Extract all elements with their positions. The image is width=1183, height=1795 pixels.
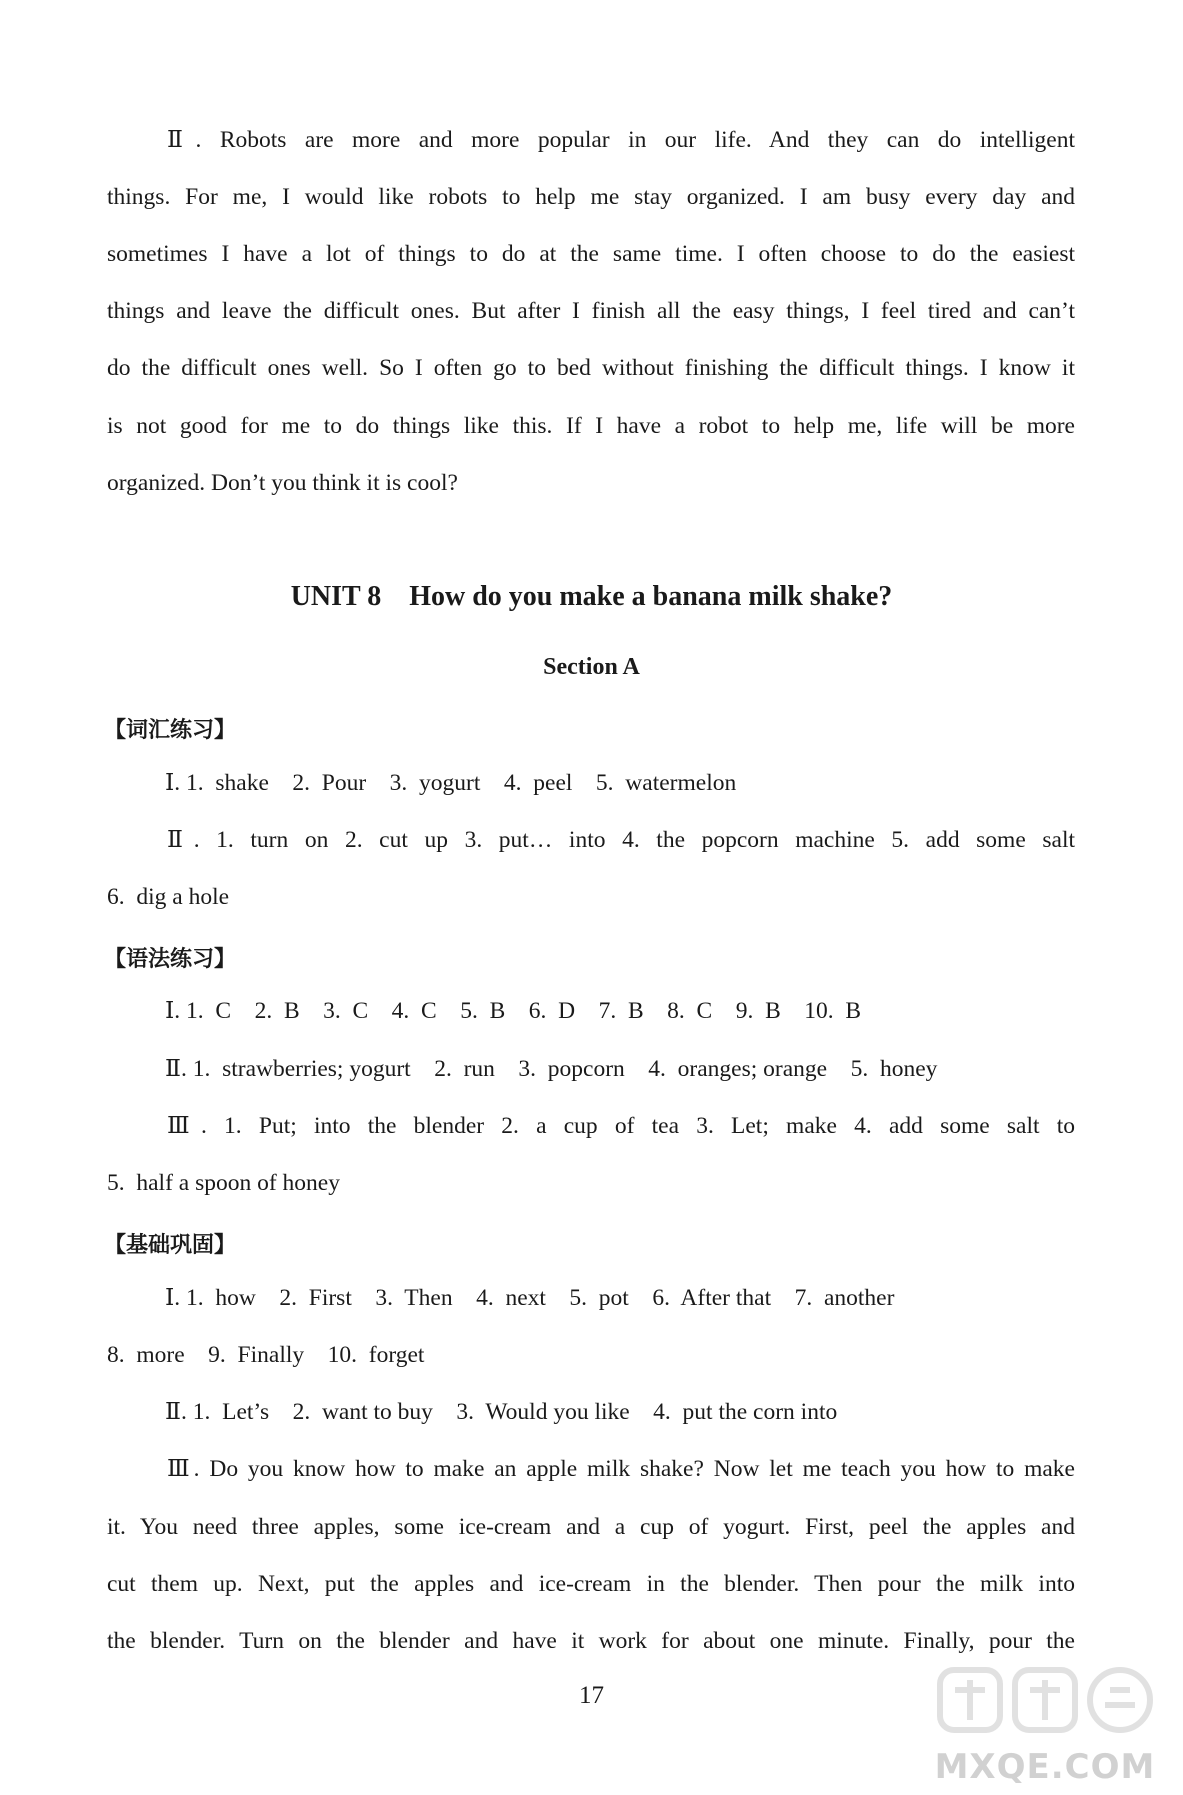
unit-title: UNIT 8 How do you make a banana milk shake? — [290, 581, 893, 612]
basics-answers-3: Ⅱ. 1. Let’s 2. want to buy 3. Would you like 4. put the corn into — [165, 1399, 838, 1425]
grammar-answers-3: Ⅲ. 1. Put; into the blender 2. a cup of tea 3. Let; make 4. add some salt to — [167, 1113, 1075, 1139]
answer-site-logo-icon — [920, 1660, 1170, 1790]
milkshake-paragraph-line: the blender. Turn on the blender and have it work for about one minute. Finally, pour the — [107, 1628, 1075, 1654]
robot-paragraph-line: do the difficult ones well. So I often go to bed without finishing the difficult things. I know it — [107, 355, 1075, 381]
robot-paragraph-line: Ⅱ. Robots are more and more popular in our life. And they can do intelligent — [167, 127, 1075, 153]
grammar-header: 【语法练习】 — [104, 947, 237, 972]
grammar-answers-1: Ⅰ. 1. C 2. B 3. C 4. C 5. B 6. D 7. B 8. C 9. B 10. B — [165, 998, 862, 1024]
milkshake-paragraph-line: it. You need three apples, some ice-cream and a cup of yogurt. First, peel the apples and — [107, 1514, 1075, 1540]
vocab-answers-1: Ⅰ. 1. shake 2. Pour 3. yogurt 4. peel 5. watermelon — [165, 770, 737, 796]
vocab-header: 【词汇练习】 — [104, 718, 237, 743]
vocab-answers-3: 6. dig a hole — [107, 884, 230, 910]
grammar-answers-2: Ⅱ. 1. strawberries; yogurt 2. run 3. popcorn 4. oranges; orange 5. honey — [165, 1056, 938, 1082]
robot-paragraph-line: things and leave the difficult ones. But after I finish all the easy things, I feel tired and can’t — [107, 298, 1075, 324]
section-title: Section A — [543, 654, 640, 680]
robot-paragraph-line: is not good for me to do things like this. If I have a robot to help me, life will be more — [107, 413, 1075, 439]
milkshake-paragraph-line: Ⅲ. Do you know how to make an apple milk shake? Now let me teach you how to make — [167, 1456, 1075, 1482]
page-number: 17 — [579, 1682, 604, 1709]
basics-answers-1: Ⅰ. 1. how 2. First 3. Then 4. next 5. pot 6. After that 7. another — [165, 1285, 895, 1311]
robot-paragraph-line: organized. Don’t you think it is cool? — [107, 470, 458, 496]
milkshake-paragraph-line: cut them up. Next, put the apples and ice-cream in the blender. Then pour the milk into — [107, 1571, 1075, 1597]
watermark-text: MXQE.COM — [934, 1747, 1156, 1787]
robot-paragraph-line: sometimes I have a lot of things to do at the same time. I often choose to do the easiest — [107, 241, 1075, 267]
basics-answers-2: 8. more 9. Finally 10. forget — [107, 1342, 425, 1368]
basics-header: 【基础巩固】 — [104, 1233, 237, 1258]
robot-paragraph-line: things. For me, I would like robots to help me stay organized. I am busy every day and — [107, 184, 1075, 210]
grammar-answers-4: 5. half a spoon of honey — [107, 1170, 340, 1196]
vocab-answers-2: Ⅱ. 1. turn on 2. cut up 3. put… into 4. the popcorn machine 5. add some salt — [167, 827, 1075, 853]
